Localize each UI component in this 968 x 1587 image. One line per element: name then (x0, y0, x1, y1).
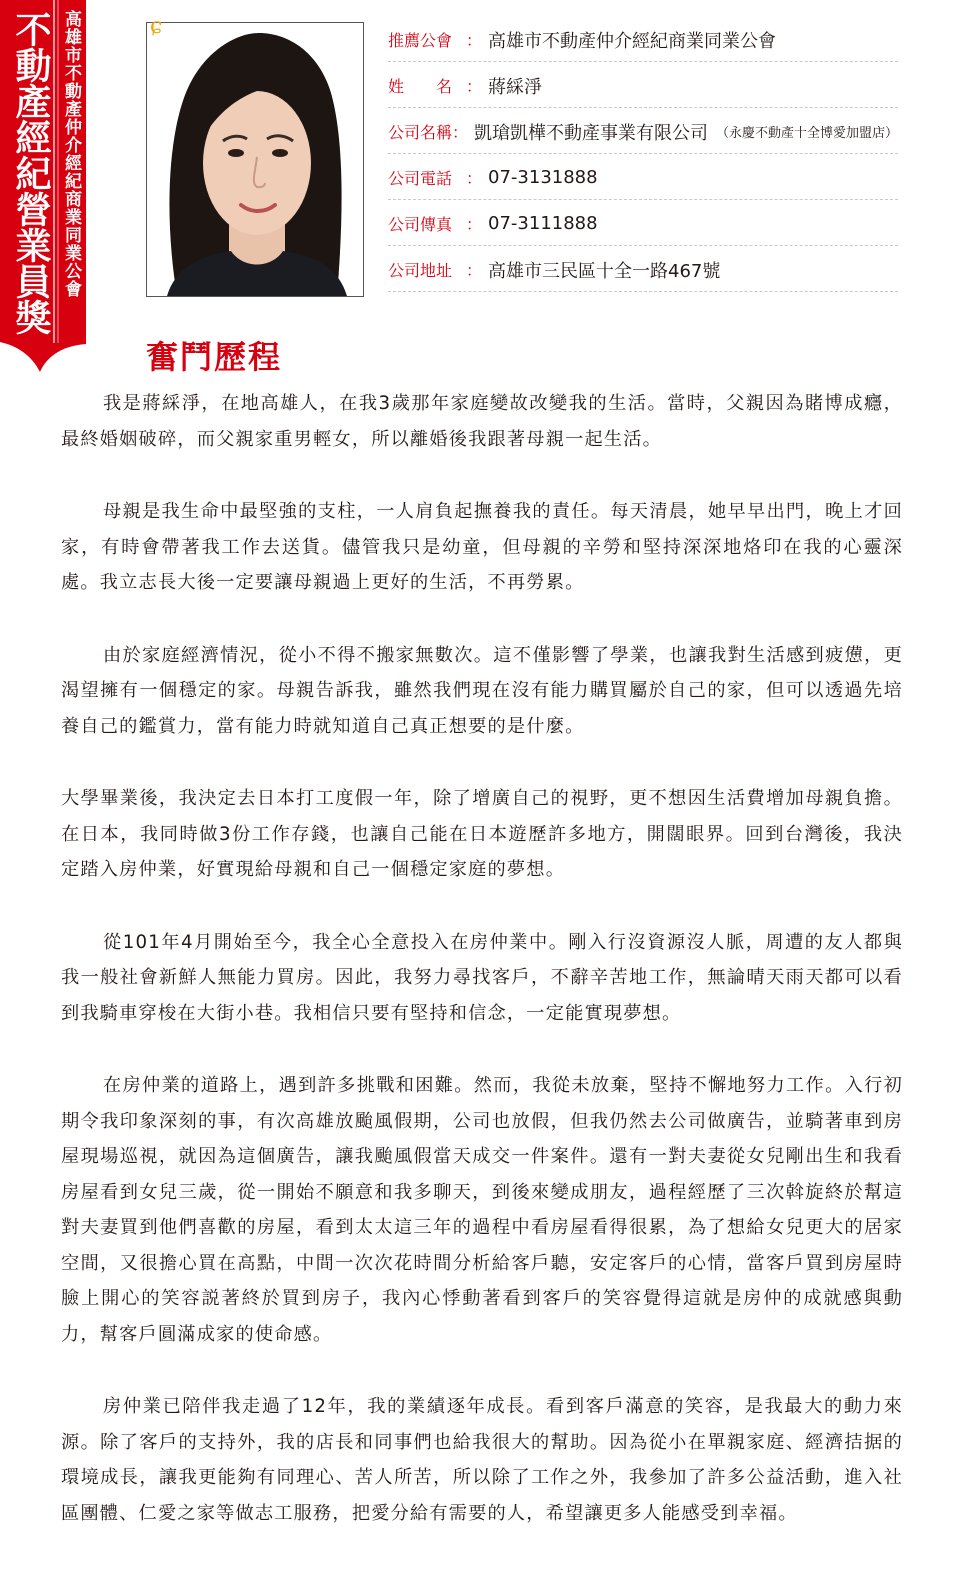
story-paragraph: 房仲業已陪伴我走過了12年，我的業績逐年成長。看到客戶滿意的笑容，是我最大的動力來源。除了客戶的支持外，我的店長和同事們也給我很大的幫助。因為從小在單親家庭、經濟拮据的環境成長，讓我更能夠有同理心、苦人所苦，所以除了工作之外，我參加了許多公益活動，進入社區團體、仁愛之家等做志工服務，把愛分給有需要的人，希望讓更多人能感受到幸福。 (61, 1396, 903, 1524)
profile-photo (146, 22, 364, 297)
info-row-company (388, 108, 898, 154)
info-label: 公司傳真 (388, 215, 453, 234)
photo-corner-mark-icon: ɕ (150, 14, 163, 39)
story-paragraph: 大學畢業後，我決定去日本打工度假一年，除了增廣自己的視野，更不想因生活費增加母親負擔。在日本，我同時做3份工作存錢，也讓自己能在日本遊歷許多地方，開闊眼界。回到台灣後，我決定踏入房仲業，好實現給母親和自己一個穩定家庭的夢想。 (61, 788, 903, 880)
info-colon: ： (466, 215, 483, 234)
info-colon: ： (466, 77, 483, 96)
info-value: 07-3111888 (488, 213, 598, 234)
association-name: 高雄市不動產仲介經紀商業同業公會 (61, 10, 81, 298)
story-body (61, 386, 903, 1568)
info-label: 公司名稱 (388, 123, 453, 142)
info-row-fax (388, 200, 898, 246)
profile-info-list (388, 16, 898, 292)
info-colon: ： (466, 261, 483, 280)
story-paragraph: 母親是我生命中最堅強的支柱，一人肩負起撫養我的責任。每天清晨，她早早出門，晚上才回家，有時會帶著我工作去送貨。儘管我只是幼童，但母親的辛勞和堅持深深地烙印在我的心靈深處。我立志長大後一定要讓母親過上更好的生活，不再勞累。 (61, 501, 903, 593)
info-note: （永慶不動產十全博愛加盟店） (716, 126, 899, 141)
info-label: 姓 名 (388, 77, 453, 96)
info-value: 高雄市不動產仲介經紀商業同業公會 (488, 30, 777, 52)
story-paragraph: 我是蔣綵淨，在地高雄人，在我3歲那年家庭變故改變我的生活。當時，父親因為賭博成癮，最終婚姻破碎，而父親家重男輕女，所以離婚後我跟著母親一起生活。 (61, 393, 903, 450)
story-paragraph: 在房仲業的道路上，遇到許多挑戰和困難。然而，我從未放棄，堅持不懈地努力工作。入行初期令我印象深刻的事，有次高雄放颱風假期，公司也放假，但我仍然去公司做廣告，並騎著車到房屋現場巡視，就因為這個廣告，讓我颱風假當天成交一件案件。還有一對夫妻從女兒剛出生和我看房屋看到女兒三歲，從一開始不願意和我多聊天，到後來變成朋友，過程經歷了三次斡旋終於幫這對夫妻買到他們喜歡的房屋，看到太太這三年的過程中看房屋看得很累，為了想給女兒更大的居家空間，又很擔心買在高點，中間一次次花時間分析給客戶聽，安定客戶的心情，當客戶買到房屋時臉上開心的笑容説著終於買到房子，我內心悸動著看到客戶的笑容覺得這就是房仲的成就感與動力，幫客戶圓滿成家的使命感。 (61, 1075, 903, 1345)
info-value: 凱瑲凱樺不動產事業有限公司 (474, 122, 709, 144)
info-colon: ： (466, 31, 483, 50)
info-row-name (388, 62, 898, 108)
award-banner (0, 0, 86, 372)
info-label: 公司地址 (388, 261, 453, 280)
story-paragraph: 從101年4月開始至今，我全心全意投入在房仲業中。剛入行沒資源沒人脈，周遭的友人都與我一般社會新鮮人無能力買房。因此，我努力尋找客戶，不辭辛苦地工作，無論晴天雨天都可以看到我騎車穿梭在大街小巷。我相信只要有堅持和信念，一定能實現夢想。 (61, 931, 903, 1024)
story-paragraph: 由於家庭經濟情況，從小不得不搬家無數次。這不僅影響了學業，也讓我對生活感到疲憊，更渴望擁有一個穩定的家。母親告訴我，雖然我們現在沒有能力購買屬於自己的家，但可以透過先培養自己的鑑賞力，當有能力時就知道自己真正想要的是什麼。 (61, 644, 903, 737)
section-title: 奮鬥歷程 (146, 338, 283, 376)
portrait-image (147, 23, 363, 296)
info-row-association (388, 16, 898, 62)
info-label: 推薦公會 (388, 31, 453, 50)
info-value: 蔣綵淨 (488, 76, 543, 98)
info-label: 公司電話 (388, 169, 453, 188)
info-colon: ： (452, 123, 469, 142)
info-colon: ： (466, 169, 483, 188)
info-value: 高雄市三民區十全一路467號 (488, 260, 721, 282)
info-value: 07-3131888 (488, 167, 598, 188)
info-row-address (388, 246, 898, 292)
award-title: 不動產經紀營業員獎 (10, 11, 51, 335)
info-row-phone (388, 154, 898, 200)
